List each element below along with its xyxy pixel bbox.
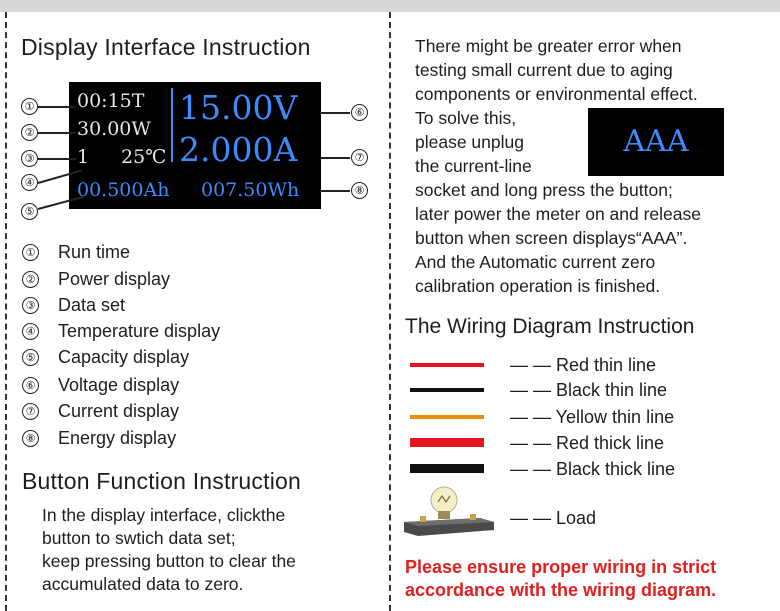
legend-label: Power display — [58, 269, 171, 289]
calibration-text-line: There might be greater error when — [415, 36, 682, 56]
warning-line: accordance with the wiring diagram. — [405, 580, 717, 600]
center-dashed-divider — [389, 12, 391, 611]
left-dashed-border — [5, 12, 7, 611]
wire-label-yellow-thin: — — Yellow thin line — [510, 407, 675, 427]
lcd-current: 2.000A — [179, 130, 298, 169]
calibration-text-line: calibration operation is finished. — [415, 276, 661, 296]
calibration-text-line: button when screen displays“AAA”. — [415, 228, 688, 248]
marker-1: ① — [21, 98, 38, 115]
legend-number: ⑦ — [22, 403, 39, 420]
legend-label: Current display — [58, 401, 180, 421]
marker-4: ④ — [21, 174, 38, 191]
wire-black-thin — [410, 388, 484, 392]
wire-red-thin — [410, 363, 484, 367]
leader-2 — [38, 132, 76, 134]
calibration-text-line: testing small current due to aging — [415, 60, 673, 80]
load-label: — — Load — [510, 508, 597, 528]
legend-number: ⑤ — [22, 349, 39, 366]
load-bulb-icon — [398, 482, 504, 546]
button-text-line: keep pressing button to clear the — [42, 551, 296, 571]
legend-label: Energy display — [58, 428, 177, 448]
calibration-text-line: later power the meter on and release — [415, 204, 701, 224]
marker-5: ⑤ — [21, 203, 38, 220]
lcd-capacity: 00.500Ah — [77, 179, 170, 201]
button-text-line: accumulated data to zero. — [42, 574, 244, 594]
calibration-text-line: And the Automatic current zero — [415, 252, 656, 272]
legend-label: Run time — [58, 242, 131, 262]
lcd-power: 30.00W — [77, 118, 151, 140]
wiring-title: The Wiring Diagram Instruction — [405, 315, 695, 338]
leader-8 — [320, 190, 350, 192]
wire-label-black-thick: — — Black thick line — [510, 459, 676, 479]
leader-3 — [38, 158, 76, 160]
wire-yellow-thin — [410, 415, 484, 419]
marker-2: ② — [21, 124, 38, 141]
legend-label: Voltage display — [58, 375, 180, 395]
button-text-line: In the display interface, clickthe — [42, 505, 286, 525]
legend-number: ④ — [22, 323, 39, 340]
wire-black-thick — [410, 464, 484, 473]
calibration-text-line: socket and long press the button; — [415, 180, 673, 200]
legend-number: ① — [22, 244, 39, 261]
lcd-data-set: 1 — [77, 146, 90, 168]
leader-7 — [320, 157, 350, 159]
calibration-text-line: components or environmental effect. — [415, 84, 698, 104]
calibration-text-line: To solve this, — [415, 108, 517, 128]
legend-number: ③ — [22, 297, 39, 314]
marker-6: ⑥ — [351, 104, 368, 121]
marker-3: ③ — [21, 150, 38, 167]
legend-number: ⑧ — [22, 430, 39, 447]
legend-label: Data set — [58, 295, 126, 315]
wire-label-red-thick: — — Red thick line — [510, 433, 665, 453]
legend-label: Temperature display — [58, 321, 221, 341]
lcd-run-time: 00:15T — [77, 90, 145, 112]
lcd-voltage: 15.00V — [179, 88, 298, 127]
display-title: Display Interface Instruction — [21, 34, 311, 60]
button-text-line: button to swtich data set; — [42, 528, 236, 548]
leader-1 — [38, 106, 76, 108]
lcd-screen — [69, 82, 321, 209]
aaa-screen: AAA — [588, 108, 724, 176]
marker-7: ⑦ — [351, 149, 368, 166]
legend-label: Capacity display — [58, 347, 190, 367]
lcd-separator — [171, 88, 173, 162]
lcd-energy: 007.50Wh — [201, 179, 300, 201]
wire-red-thick — [410, 438, 484, 447]
leader-6 — [320, 112, 350, 114]
button-function-title: Button Function Instruction — [22, 468, 301, 494]
wire-label-red-thin: — — Red thin line — [510, 355, 657, 375]
calibration-text-line: please unplug — [415, 132, 524, 152]
legend-number: ② — [22, 271, 39, 288]
legend-number: ⑥ — [22, 377, 39, 394]
top-band — [0, 0, 780, 12]
lcd-temperature: 25℃ — [121, 146, 167, 168]
wire-label-black-thin: — — Black thin line — [510, 380, 668, 400]
marker-8: ⑧ — [351, 182, 368, 199]
calibration-text-line: the current-line — [415, 156, 532, 176]
warning-line: Please ensure proper wiring in strict — [405, 557, 717, 577]
